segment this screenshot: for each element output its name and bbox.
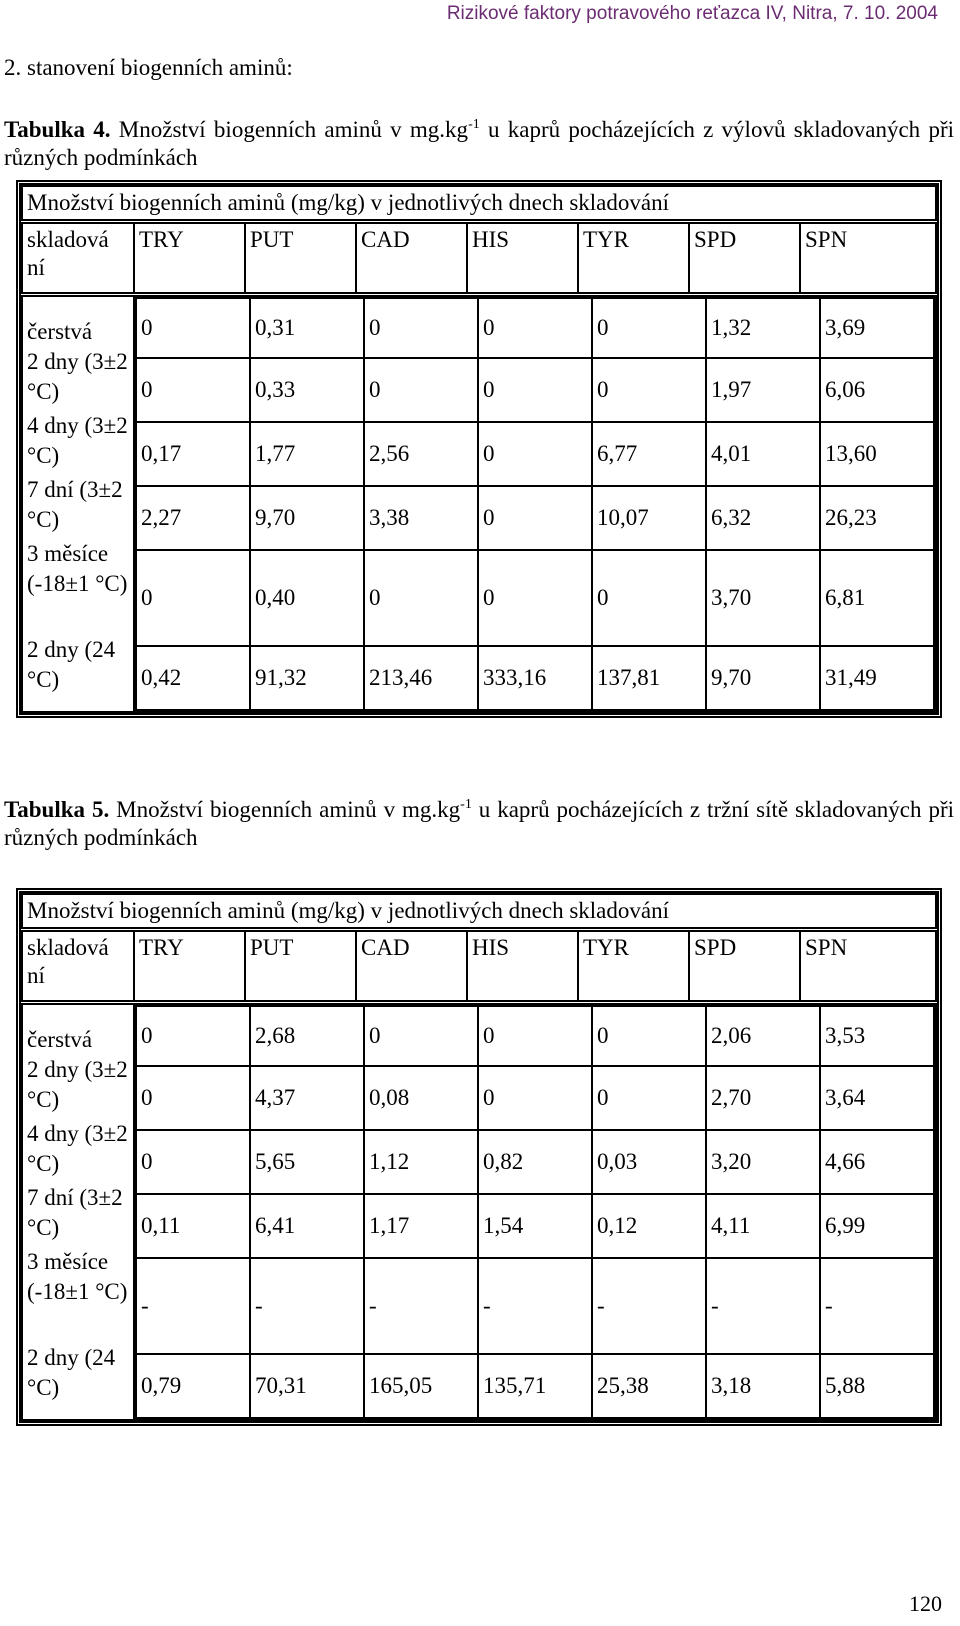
table-cell: 0: [136, 358, 250, 422]
table-cell: 0,17: [136, 422, 250, 486]
table-cell: 2,27: [136, 486, 250, 550]
table-cell: 0: [136, 1130, 250, 1194]
table-cell: 0,82: [478, 1130, 592, 1194]
table4-caption-sup: -1: [468, 117, 480, 132]
table4-caption: [4, 116, 954, 172]
table-cell: 0: [478, 298, 592, 358]
row-label: 2 dny (3±2 °C): [27, 349, 128, 405]
table5-span-header: Množství biogenních aminů (mg/kg) v jednotlivých dnech skladování: [22, 894, 936, 930]
table4-values: [134, 295, 936, 713]
row-label: 3 měsíce (-18±1 °C): [27, 541, 128, 597]
table5-caption-text: Množství biogenních aminů v mg.kg: [109, 797, 461, 822]
page-number: 120: [909, 1591, 942, 1617]
table-cell: 0,11: [136, 1194, 250, 1258]
table-cell: 0,42: [136, 646, 250, 710]
running-header: Rizikové faktory potravového reťazca IV, Nitra, 7. 10. 2004: [446, 3, 938, 24]
table-cell: 3,53: [820, 1006, 934, 1066]
table4-values-grid: [135, 297, 935, 711]
table5-caption: [4, 796, 954, 852]
table4-caption-label: Tabulka 4.: [4, 117, 111, 142]
table-cell: -: [820, 1258, 934, 1354]
table4-col-header: TYR: [578, 222, 689, 295]
table-cell: 0: [364, 298, 478, 358]
row-label: čerstvá: [27, 1026, 93, 1052]
table5-col-header: SPN: [800, 930, 936, 1003]
table-cell: 6,32: [706, 486, 820, 550]
table-cell: 4,37: [250, 1066, 364, 1130]
table-cell: 137,81: [592, 646, 706, 710]
table4-row-labels: [22, 295, 134, 713]
table4-span-header: Množství biogenních aminů (mg/kg) v jednotlivých dnech skladování: [22, 186, 936, 222]
table-cell: 3,69: [820, 298, 934, 358]
table-cell: 6,81: [820, 550, 934, 646]
table-cell: 2,56: [364, 422, 478, 486]
table5-col-header: PUT: [245, 930, 356, 1003]
table5-col-header: SPD: [689, 930, 800, 1003]
table-cell: 3,38: [364, 486, 478, 550]
table-cell: 0,03: [592, 1130, 706, 1194]
table-cell: 5,65: [250, 1130, 364, 1194]
table-cell: 0: [478, 422, 592, 486]
table-cell: -: [364, 1258, 478, 1354]
table-cell: 2,68: [250, 1006, 364, 1066]
table-cell: 3,64: [820, 1066, 934, 1130]
table-cell: 1,32: [706, 298, 820, 358]
row-label: 2 dny (3±2 °C): [27, 1057, 128, 1113]
table-cell: 0: [136, 1066, 250, 1130]
table-cell: 26,23: [820, 486, 934, 550]
table-cell: 5,88: [820, 1354, 934, 1418]
table-cell: 10,07: [592, 486, 706, 550]
row-label: 3 měsíce (-18±1 °C): [27, 1249, 128, 1305]
table-cell: -: [706, 1258, 820, 1354]
table5-values: [134, 1003, 936, 1421]
table-cell: 6,99: [820, 1194, 934, 1258]
table-cell: -: [478, 1258, 592, 1354]
table4-row-header: skladová ní: [22, 222, 134, 295]
table5-values-grid: [135, 1005, 935, 1419]
table-cell: 0: [592, 1066, 706, 1130]
table-cell: 0: [478, 486, 592, 550]
table-cell: 0: [478, 1006, 592, 1066]
table5-col-header: CAD: [356, 930, 467, 1003]
row-label: 4 dny (3±2 °C): [27, 1121, 128, 1177]
table-cell: 3,70: [706, 550, 820, 646]
table-cell: -: [592, 1258, 706, 1354]
table5-grid: [21, 893, 937, 1421]
table-cell: 0: [592, 358, 706, 422]
table-cell: 0: [364, 1006, 478, 1066]
table-cell: 0,08: [364, 1066, 478, 1130]
table5-caption-rest: u kaprů pocházejících z tržní sítě skladovaných při různých podmínkách: [4, 797, 955, 851]
table5-caption-sup: -1: [460, 797, 472, 812]
table-cell: 0: [592, 298, 706, 358]
table-cell: 1,97: [706, 358, 820, 422]
row-label: 4 dny (3±2 °C): [27, 413, 128, 469]
table-cell: 0,79: [136, 1354, 250, 1418]
table-cell: 0,31: [250, 298, 364, 358]
table5-col-header: TYR: [578, 930, 689, 1003]
table-cell: 91,32: [250, 646, 364, 710]
table-cell: 0: [364, 358, 478, 422]
table-cell: 6,77: [592, 422, 706, 486]
table-cell: 0,40: [250, 550, 364, 646]
table-cell: 70,31: [250, 1354, 364, 1418]
table-cell: 0,33: [250, 358, 364, 422]
row-label: 7 dní (3±2 °C): [27, 477, 123, 533]
table-cell: -: [136, 1258, 250, 1354]
table5-row-header: skladová ní: [22, 930, 134, 1003]
table-cell: 0: [364, 550, 478, 646]
table-cell: 0: [136, 298, 250, 358]
table-cell: 0: [592, 1006, 706, 1066]
table-cell: 333,16: [478, 646, 592, 710]
table-cell: 0: [478, 358, 592, 422]
table-cell: 135,71: [478, 1354, 592, 1418]
table-cell: 3,20: [706, 1130, 820, 1194]
table4-col-header: CAD: [356, 222, 467, 295]
row-label: čerstvá: [27, 318, 93, 344]
table-cell: 9,70: [706, 646, 820, 710]
table-cell: 2,06: [706, 1006, 820, 1066]
table-cell: 213,46: [364, 646, 478, 710]
table5-col-header: HIS: [467, 930, 578, 1003]
table-cell: 6,41: [250, 1194, 364, 1258]
table-cell: 9,70: [250, 486, 364, 550]
table-cell: 0: [592, 550, 706, 646]
table-cell: 0: [478, 550, 592, 646]
table-cell: 0: [136, 1006, 250, 1066]
table4-col-header: SPD: [689, 222, 800, 295]
table-cell: 2,70: [706, 1066, 820, 1130]
table-cell: 31,49: [820, 646, 934, 710]
table4-caption-text: Množství biogenních aminů v mg.kg: [110, 117, 469, 142]
table5-caption-label: Tabulka 5.: [4, 797, 110, 822]
table-cell: 13,60: [820, 422, 934, 486]
table-cell: 1,54: [478, 1194, 592, 1258]
table5-col-header: TRY: [134, 930, 245, 1003]
row-label: 7 dní (3±2 °C): [27, 1185, 123, 1241]
table4-col-header: SPN: [800, 222, 936, 295]
table4-caption-rest: u kaprů pocházejících z výlovů skladovaných při různých podmínkách: [4, 117, 954, 171]
table-cell: 0: [478, 1066, 592, 1130]
table-cell: -: [250, 1258, 364, 1354]
section-heading: 2. stanovení biogenních aminů:: [4, 55, 293, 80]
table4-grid: [21, 185, 937, 713]
table-cell: 165,05: [364, 1354, 478, 1418]
table5-row-labels: [22, 1003, 134, 1421]
table4: [16, 180, 942, 718]
table-cell: 3,18: [706, 1354, 820, 1418]
table4-col-header: TRY: [134, 222, 245, 295]
row-label: 2 dny (24 °C): [27, 637, 116, 693]
table-cell: 1,12: [364, 1130, 478, 1194]
table-cell: 4,11: [706, 1194, 820, 1258]
table-cell: 4,01: [706, 422, 820, 486]
table-cell: 6,06: [820, 358, 934, 422]
table-cell: 1,77: [250, 422, 364, 486]
table-cell: 4,66: [820, 1130, 934, 1194]
table-cell: 1,17: [364, 1194, 478, 1258]
table4-col-header: PUT: [245, 222, 356, 295]
table5: [16, 888, 942, 1426]
table-cell: 0,12: [592, 1194, 706, 1258]
row-label: 2 dny (24 °C): [27, 1345, 116, 1401]
table4-col-header: HIS: [467, 222, 578, 295]
table-cell: 0: [136, 550, 250, 646]
table-cell: 25,38: [592, 1354, 706, 1418]
